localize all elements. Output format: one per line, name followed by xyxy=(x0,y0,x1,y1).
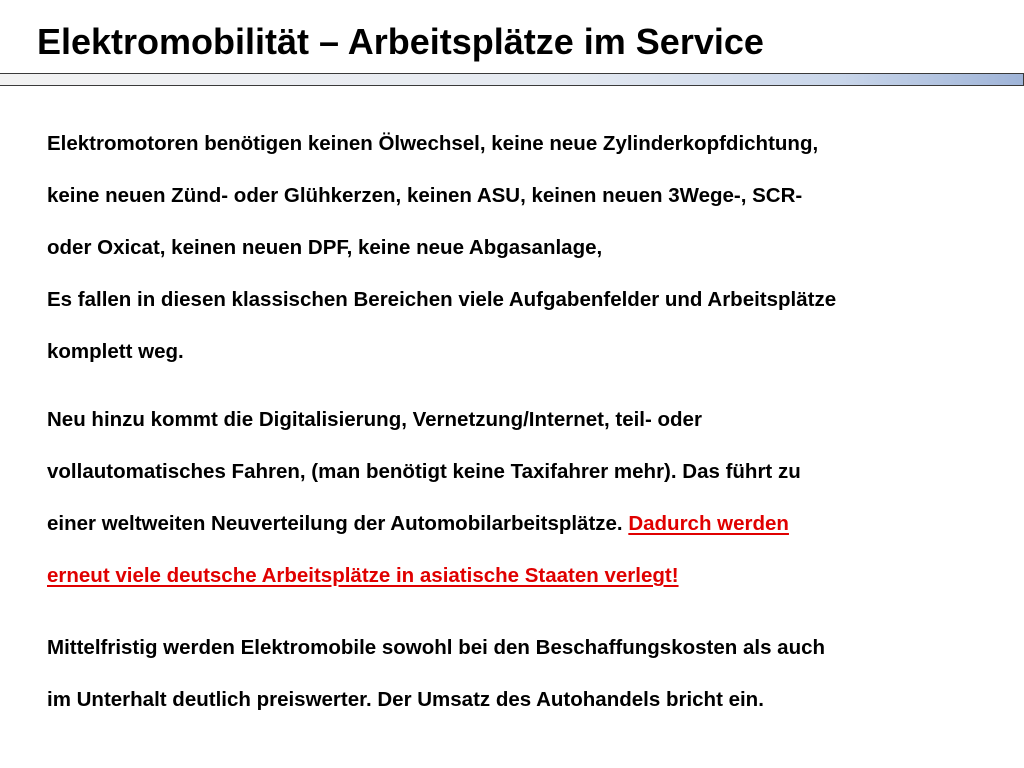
text-line: Elektromotoren benötigen keinen Ölwechsel, keine neue Zylinderkopfdichtung, xyxy=(47,132,819,155)
text-line: oder Oxicat, keinen neuen DPF, keine neue Abgasanlage, xyxy=(47,236,603,259)
paragraph-digitalisation xyxy=(47,394,997,602)
text-line: Mittelfristig werden Elektromobile sowohl bei den Beschaffungskosten als auch xyxy=(47,636,826,659)
text-line: vollautomatisches Fahren, (man benötigt keine Taxifahrer mehr). Das führt zu xyxy=(47,460,801,483)
text-line: Es fallen in diesen klassischen Bereichen viele Aufgabenfelder und Arbeitsplätze xyxy=(47,288,837,311)
text-line: komplett weg. xyxy=(47,340,184,363)
text-line: Neu hinzu kommt die Digitalisierung, Vernetzung/Internet, teil- oder xyxy=(47,408,702,431)
paragraph-costs xyxy=(47,622,997,726)
highlighted-warning-text: erneut viele deutsche Arbeitsplätze in asiatische Staaten verlegt! xyxy=(47,564,679,587)
text-line xyxy=(47,550,997,602)
paragraph-service-tasks xyxy=(47,118,997,378)
slide-title: Elektromobilität – Arbeitsplätze im Service xyxy=(37,21,764,62)
highlighted-warning-text: Dadurch werden xyxy=(628,512,789,535)
text-line xyxy=(47,498,997,550)
text-line: keine neuen Zünd- oder Glühkerzen, keinen ASU, keinen neuen 3Wege-, SCR- xyxy=(47,184,803,207)
text-line: im Unterhalt deutlich preiswerter. Der Umsatz des Autohandels bricht ein. xyxy=(47,688,764,711)
title-divider-bar xyxy=(0,73,1024,86)
text-segment: einer weltweiten Neuverteilung der Automobilarbeitsplätze. xyxy=(47,512,629,535)
